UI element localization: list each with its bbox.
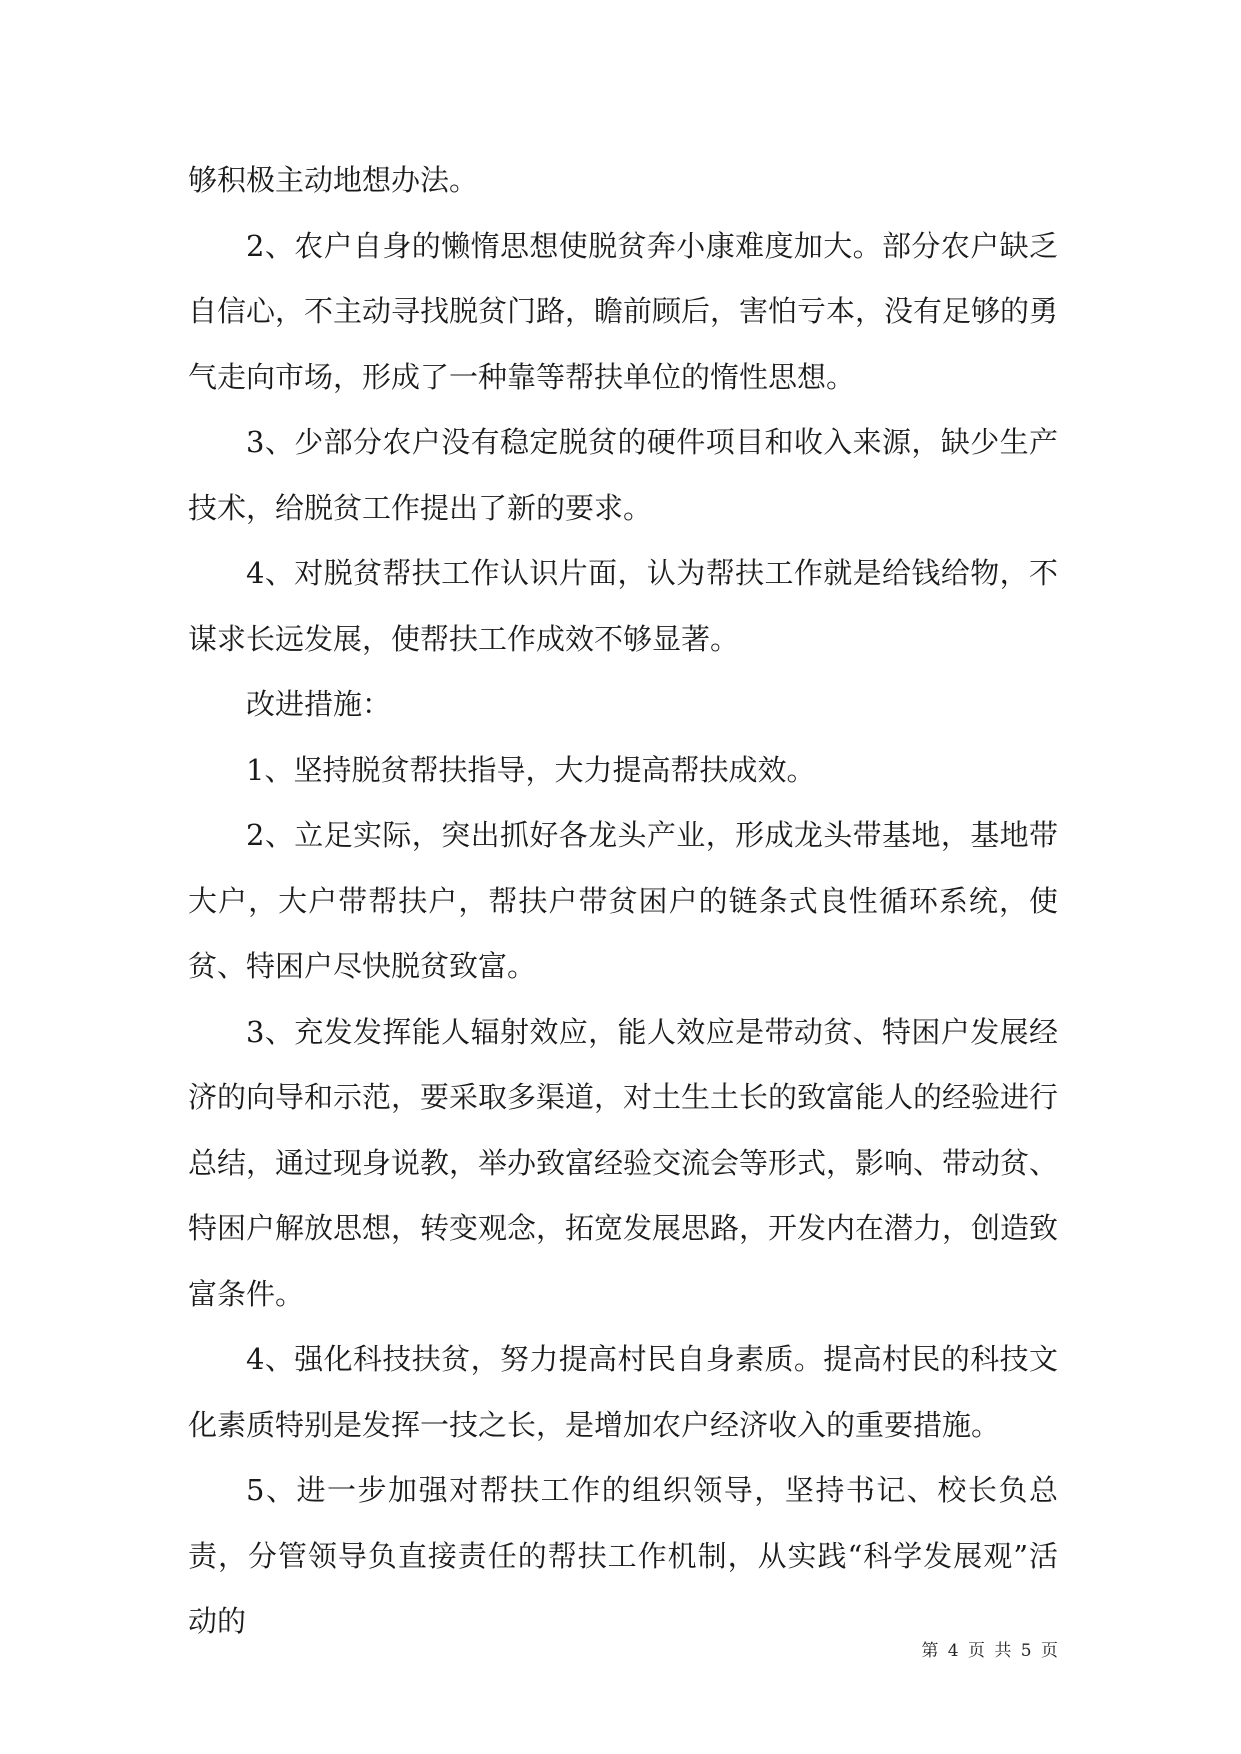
paragraph-measure-3: 3、充发发挥能人辐射效应，能人效应是带动贫、特困户发展经济的向导和示范，要采取多渠道，对土生土长的致富能人的经验进行总结，通过现身说教，举办致富经验交流会等形式，影响、带动贫、特困户解放思想，转变观念，拓宽发展思路，开发内在潜力，创造致富条件。 bbox=[188, 1014, 1059, 1311]
paragraph-continuation: 够积极主动地想办法。 bbox=[188, 163, 479, 197]
page-number-footer: 第 4 页 共 5 页 bbox=[921, 1641, 1060, 1661]
paragraph-problem-2: 2、农户自身的懒惰思想使脱贫奔小康难度加大。部分农户缺乏自信心，不主动寻找脱贫门路，瞻前顾后，害怕亏本，没有足够的勇气走向市场，形成了一种靠等帮扶单位的惰性思想。 bbox=[188, 228, 1059, 394]
paragraph-measure-4: 4、强化科技扶贫，努力提高村民自身素质。提高村民的科技文化素质特别是发挥一技之长，是增加农户经济收入的重要措施。 bbox=[188, 1342, 1058, 1442]
paragraph-problem-3: 3、少部分农户没有稳定脱贫的硬件项目和收入来源，缺少生产技术，给脱贫工作提出了新的要求。 bbox=[188, 425, 1058, 525]
paragraph-problem-4: 4、对脱贫帮扶工作认识片面，认为帮扶工作就是给钱给物，不谋求长远发展，使帮扶工作成效不够显著。 bbox=[188, 556, 1058, 656]
paragraph-measure-2: 2、立足实际，突出抓好各龙头产业，形成龙头带基地，基地带大户，大户带帮扶户，帮扶户带贫困户的链条式良性循环系统，使贫、特困户尽快脱贫致富。 bbox=[188, 818, 1058, 983]
body-text bbox=[188, 148, 1058, 1655]
paragraph-measure-5: 5、进一步加强对帮扶工作的组织领导，坚持书记、校长负总责，分管领导负直接责任的帮扶工作机制，从实践“科学发展观”活动的 bbox=[188, 1473, 1058, 1638]
section-heading-improvements: 改进措施： bbox=[246, 687, 392, 721]
paragraph-measure-1: 1、坚持脱贫帮扶指导，大力提高帮扶成效。 bbox=[246, 752, 816, 787]
